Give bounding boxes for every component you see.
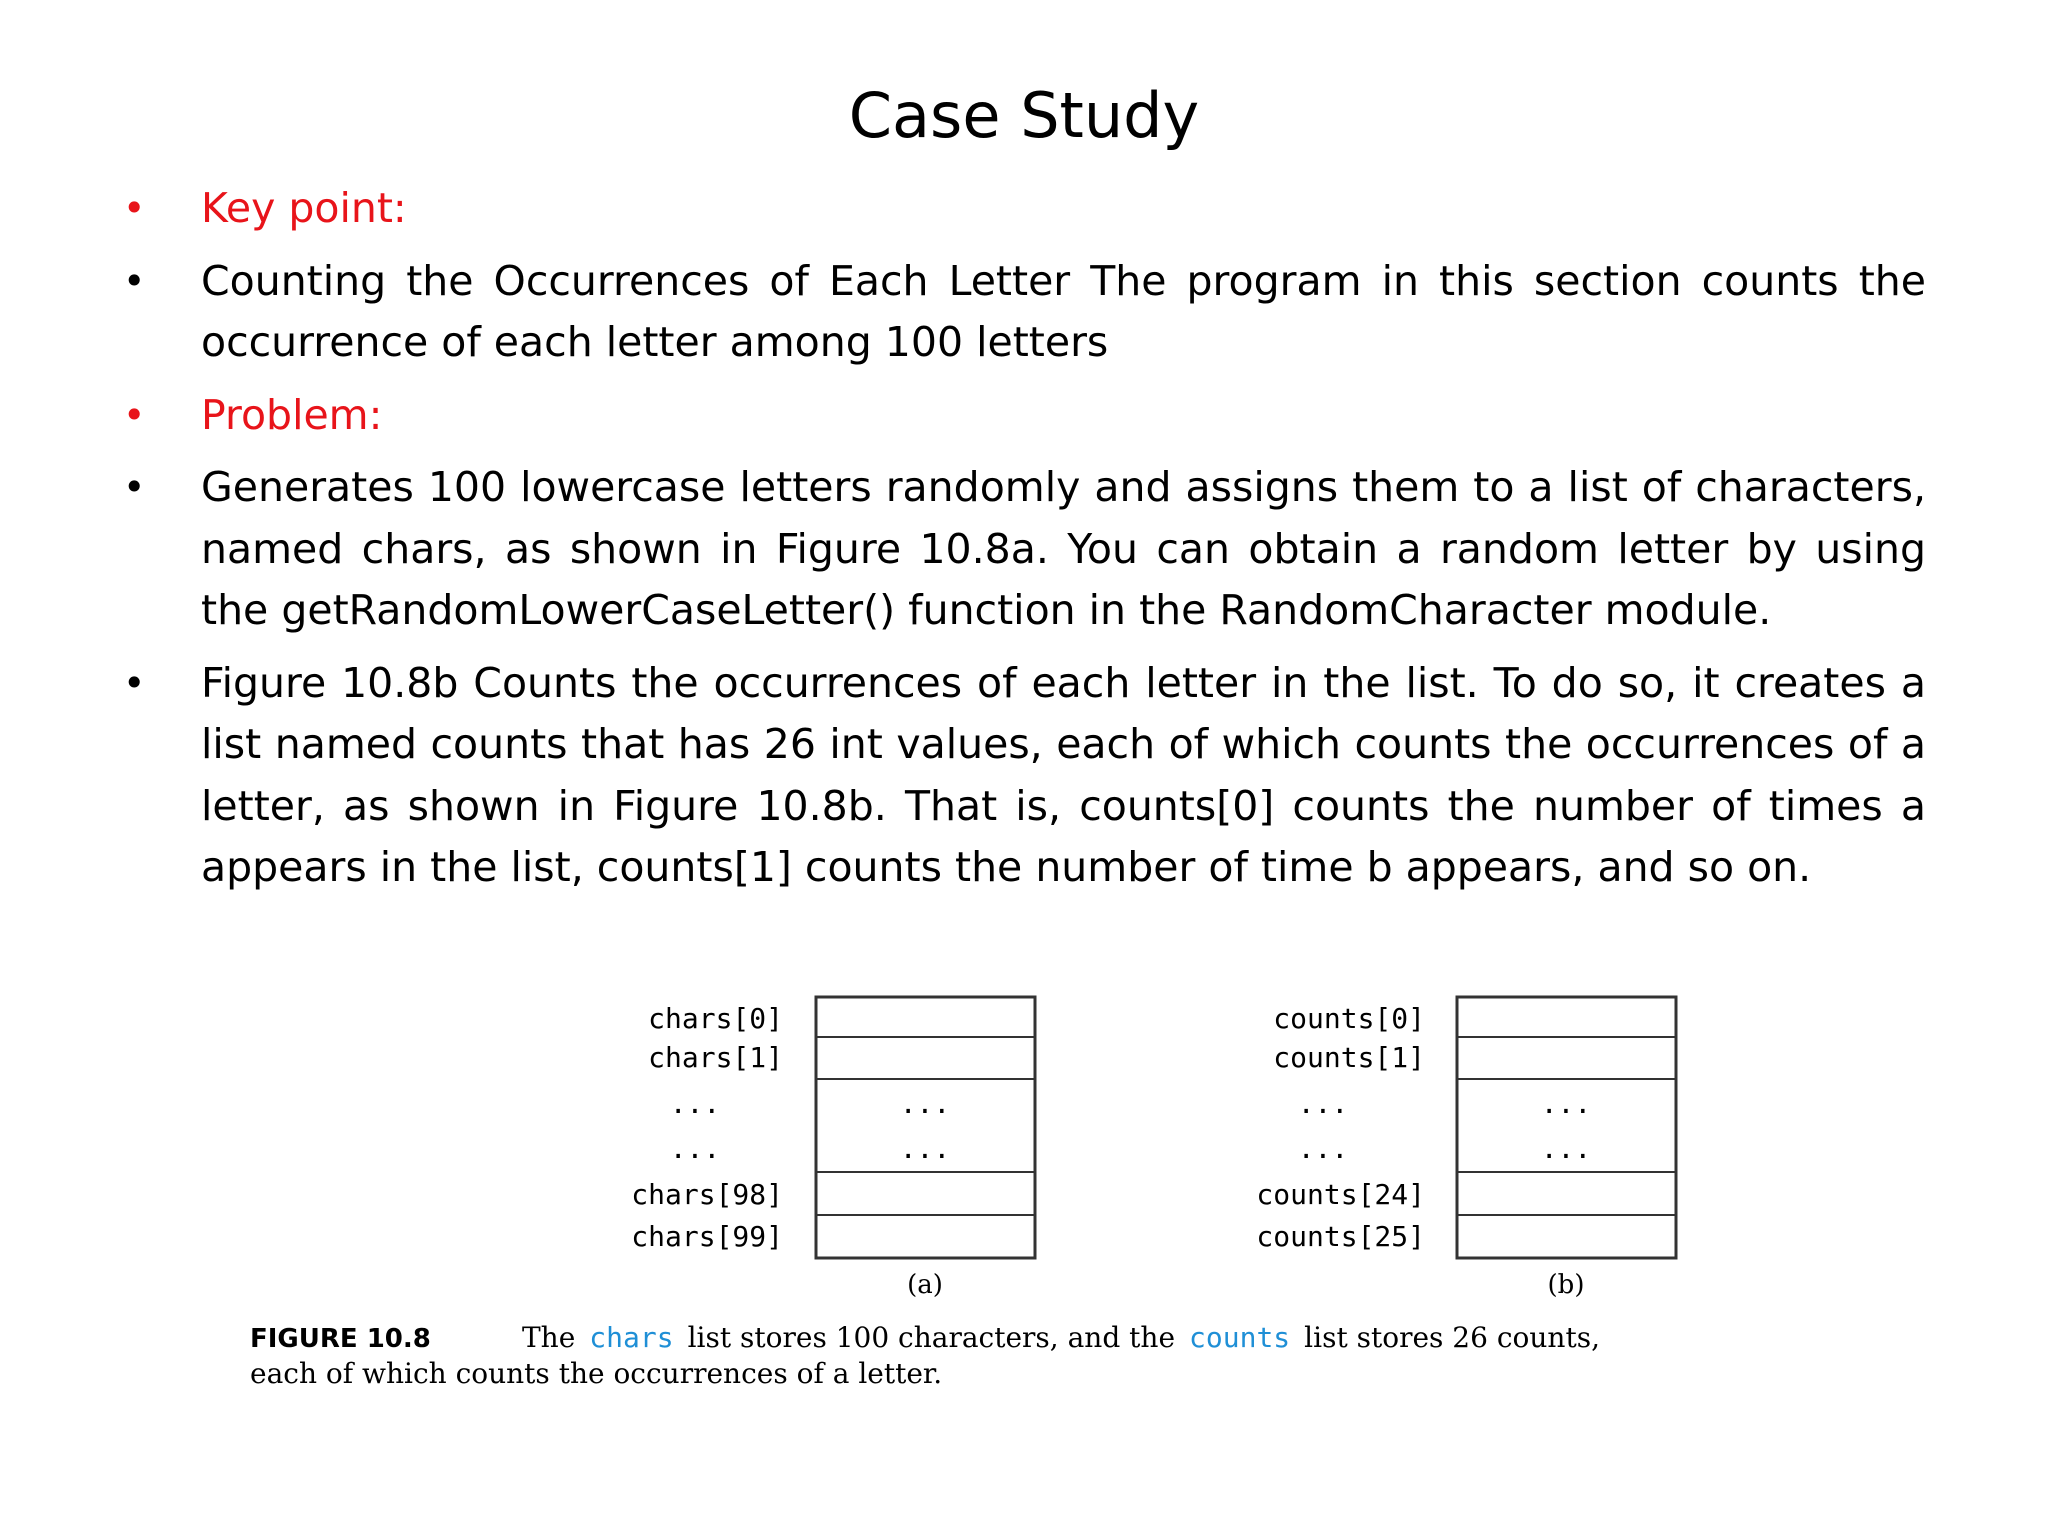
counts-label-25: counts[25] [1256,1220,1425,1253]
caption-line-1 [522,1321,1600,1354]
counts-label-dots-1: ... [1297,1087,1349,1120]
caption-text-part1: The [522,1321,576,1354]
chars-label-1: chars[1] [648,1041,783,1074]
bullet-problem: • Problem: [201,385,1926,447]
slide-title: Case Study [848,79,1200,152]
counts-list-diagram [1256,997,1676,1300]
chars-label-98: chars[98] [631,1178,783,1211]
subfigure-label-a: (a) [907,1270,943,1300]
caption-code-chars: chars [589,1321,674,1354]
bullet-counting: • Counting the Occurrences of Each Letter The program in this section counts the occurrence of each letter among 100 letters [201,251,1926,374]
counts-label-1: counts[1] [1273,1041,1425,1074]
chars-list-diagram [631,997,1035,1300]
caption-code-counts: counts [1189,1321,1291,1354]
chars-label-dots-2: ... [669,1132,721,1165]
figure-caption [250,1321,1600,1390]
caption-line-2: each of which counts the occurrences of a letter. [250,1357,943,1390]
chars-box [816,997,1035,1258]
chars-label-dots-1: ... [669,1087,721,1120]
caption-figure-number: FIGURE 10.8 [250,1324,431,1354]
chars-cell-dots-2: ... [899,1132,951,1165]
chars-label-99: chars[99] [631,1220,783,1253]
chars-label-0: chars[0] [648,1002,783,1035]
counts-label-0: counts[0] [1273,1002,1425,1035]
bullet-key-point: • Key point: [201,178,1926,240]
bullet-generates: • Generates 100 lowercase letters randomly and assigns them to a list of characters, named chars, as shown in Figure 10.8a. You can obtain a random letter by using the getRandomLowerCaseLetter() function in the RandomCharacter module. [201,457,1926,642]
counts-cell-dots-1: ... [1540,1087,1592,1120]
chars-cell-dots-1: ... [899,1087,951,1120]
bullet-list [0,178,2048,910]
caption-text-part3: list stores 26 counts, [1304,1321,1600,1354]
counts-label-dots-2: ... [1297,1132,1349,1165]
counts-box [1457,997,1676,1258]
bullet-figure-counts: • Figure 10.8b Counts the occurrences of each letter in the list. To do so, it creates a list named counts that has 26 int values, each of which counts the occurrences of a letter, as shown in Figure 10.8b. That is, counts[0] counts the number of times a appears in the list, counts[1] counts the number of time b appears, and so on. [201,653,1926,899]
counts-label-24: counts[24] [1256,1178,1425,1211]
subfigure-label-b: (b) [1547,1270,1585,1300]
caption-text-part2: list stores 100 characters, and the [687,1321,1176,1354]
counts-cell-dots-2: ... [1540,1132,1592,1165]
